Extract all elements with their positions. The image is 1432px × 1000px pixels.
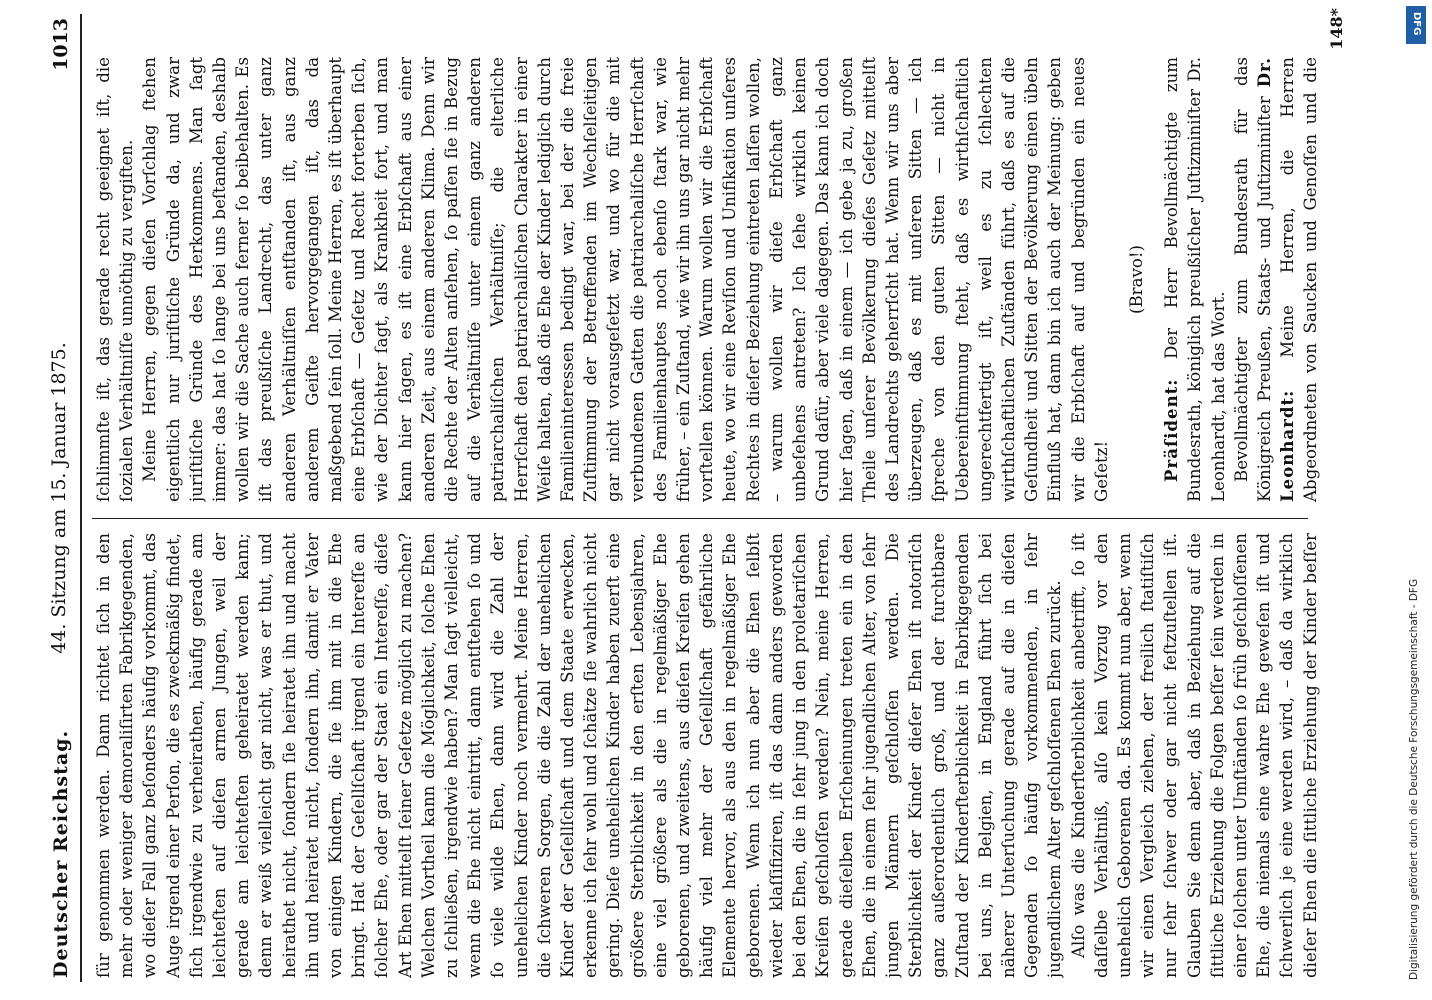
printer-signature: 148* (1327, 8, 1346, 50)
header-center: 44. Sitzung am 15. Januar 1875. (48, 342, 70, 654)
dfg-logo: DFG (1406, 6, 1426, 44)
right-column (92, 57, 1320, 502)
page-number: 1013 (50, 18, 72, 71)
paragraph: Meine Herren, gegen dieſen Vorſchlag ſtehen eigentlich nur juriſtiſche Gründe da, und zwar juriſtiſche Gründe des Herkommens. Man ſagt immer: das hat ſo lange bei uns beſtanden, deshalb wollen wir die Sache auch ferner ſo beibehalten. Es iſt das preußiſche Landrecht, das unter ganz anderen Verhältniſſen entſtanden iſt, aus ganz anderem Geiſte hervorgegangen iſt, das da maßgebend ſein ſoll. Meine Herren, es iſt überhaupt eine Erbſchaft — Geſetz und Recht forterben ſich, wie der Dichter ſagt, als Krankheit fort, und man kann hier ſagen, es iſt eine Erbſchaft aus einer anderen Zeit, aus einem anderen Klima. Denn wir die Rechte der Alten anſehen, ſo paſſen ſie in Bezug auf die Verhältniſſe unter einem ganz anderen patriarchaliſchen Verhältniſſe; die elterliche Herrſchaft den patriarchaliſchen Charakter in einer Weiſe halten, daß die Ehe der Kinder lediglich durch Familieninteressen bedingt war, bei der die freie Zuſtimmung der Betreffenden im Wechſelſeitigen gar nicht vorausgeſetzt war, und wo für die mit verbundenen Gatten die patriarchaliſche Herrſchaft des Familienhauptes noch ebenſo ſtark war, wie früher, – ein Zuſtand, wie wir ihn uns gar nicht mehr vorſtellen können. Warum wollen wir die Erbſchaft heute, wo wir eine Reviſion und Unifikation unſeres Rechtes in dieſer Beziehung eintreten laſſen wollen, – warum wollen wir dieſe Erbſchaft ganz unbeſehens antreten? Ich ſehe wirklich keinen Grund dafür, aber viele dagegen. Das kann ich doch hier ſagen, daß in einem — ich gebe ja zu, großen Theile unſerer Bevölkerung dieſes Geſetz mittelſt des Landrechts geherrſcht hat. Wenn wir uns aber überzeugen, daß es mit unſeren Sitten — ich ſpreche von den guten Sitten — nicht in Uebereinſtimmung ſteht, daß es wirthſchaftlich ungerechtfertigt iſt, weil es zu ſchlechten wirthſchaftlichen Zuſtänden führt, daß es auf die Geſundheit und Sitten der Bevölkerung einen übeln Einfluß hat, dann bin ich auch der Meinung: geben wir die Erbſchaft auf und begründen ein neues Geſetz! (140, 57, 1111, 502)
dfg-credit-text: Digitalisierung gefördert durch die Deutsche Forschungsgemeinschaft - DFG (1408, 578, 1420, 980)
paragraph: ſchlimmſte iſt, das gerade recht geeignet iſt, die ſozialen Verhältniſſe unnöthig zu vergiften. (94, 57, 137, 502)
speaker-name: Dr. Leonhardt: (1253, 57, 1298, 502)
applause-note: (Bravo!) (1126, 245, 1146, 315)
speech-text: Bevollmächtigter zum Bundesrath für das Königreich Preußen, Staats- und Juſtizminiſter (1231, 57, 1274, 502)
running-head (46, 18, 76, 978)
left-column (92, 533, 1320, 978)
speech-text: Meine Herren, die Herren Abgeordneten von Saucken und Genoſſen und die (1278, 57, 1320, 502)
reichstag-page (40, 0, 1360, 1000)
header-rule (80, 14, 82, 982)
paragraph: Alſo was die Kinderſterblichkeit anbetrifft, ſo iſt daſſelbe Verhältniß, alſo kein Vorzug vor den unehelich Geborenen da. Es kommt nun aber, wenn wir einen Vergleich ziehen, der freilich ſtatiſtiſch nur ſehr ſchwer oder gar nicht feſtzuſtellen iſt. Glauben Sie denn aber, daß in Beziehung auf die ſittliche Erziehung die Folgen beſſer ſein werden in einer ſolchen unter Umſtänden ſo früh geſchloſſenen Ehe, die niemals eine wahre Ehe geweſen iſt und ſchwerlich je eine werden wird, – daß da wirklich dieſer Ehen die ſittliche Erziehung der Kinder beſſer (1068, 533, 1320, 978)
header-left: Deutscher Reichstag. (50, 729, 72, 978)
speech-text: Der Herr Bevollmächtigte zum Bundesrath, königlich preußiſcher Juſtizminiſter Dr. Leonhardt, hat das Wort. (1162, 57, 1228, 502)
dfg-credit-strip (1402, 0, 1432, 1000)
paragraph: ſür genommen werden. Dann richtet ſich in den mehr oder weniger demoraliſirten Fabrikgegenden, wo dieſer Fall ganz beſonders häufig vorkommt, das Auge irgend einer Perſon, die es zweckmäßig findet, ſich irgendwie zu verheirathen, häufig gerade am leichteſten auf dieſen armen Jungen, weil der gerade am leichteſten geheiratet werden kann; denn er weiß vielleicht gar nicht, was er thut, und heirathet nicht, ſondern ſie heiratet ihn und macht ihn und heiratet nicht, ſondern ihn, damit er Vater von einigen Kindern, die ſie ihm mit in die Ehe bringt. Hat der Geſellſchaft irgend ein Intereſſe an ſolcher Ehe, oder gar der Staat ein Intereſſe, dieſe Art Ehen mittelſt ſeiner Geſetze möglich zu machen? Welchen Vortheil kann die Möglichkeit, ſolche Ehen zu ſchließen, irgendwie haben? Man ſagt vielleicht, wenn die Ehe nicht eintritt, dann entſtehen ſo und ſo viele wilde Ehen, dann wird die Zahl der unehelichen Kinder noch vermehrt. Meine Herren, die ſchweren Sorgen, die die Zahl der unehelichen Kinder der Geſellſchaft und dem Staate erwecken, erkenne ich ſehr wohl und ſchätze ſie wahrlich nicht gering. Dieſe unehelichen Kinder haben zuerſt eine größere Sterblichkeit in den erſten Lebensjahren, eine viel größere als die in regelmäßiger Ehe geborenen, und zweitens, aus dieſen Kreiſen gehen häufig viel mehr der Geſellſchaft gefährliche Elemente hervor, als aus den in regelmäßiger Ehe geborenen. Wenn ich nun aber die Ehen ſelbſt wieder klaſſifiziren, iſt das dann anders geworden bei den Ehen, die in ſehr jung in den proletariſchen Kreiſen geſchloſſen werden? Nein, meine Herren, gerade dieſelben Erſcheinungen treten ein in den Ehen, die in einem ſehr jugendlichen Alter, von ſehr jungen Männern geſchloſſen werden. Die Sterblichkeit der Kinder dieſer Ehen iſt notoriſch ganz außerordentlich groß, und der furchtbare Zuſtand der Kinderſterblichkeit in Fabrikgegenden bei uns, in Belgien, in England führt ſich bei näherer Unterſuchung gerade auf die in dieſen Gegenden ſo häufig vorkommenden, in ſehr jugendlichem Alter geſchloſſenen Ehen zurück. (94, 533, 1065, 978)
speaker-name: Präſident: (1161, 378, 1182, 482)
column-divider (92, 518, 1308, 519)
